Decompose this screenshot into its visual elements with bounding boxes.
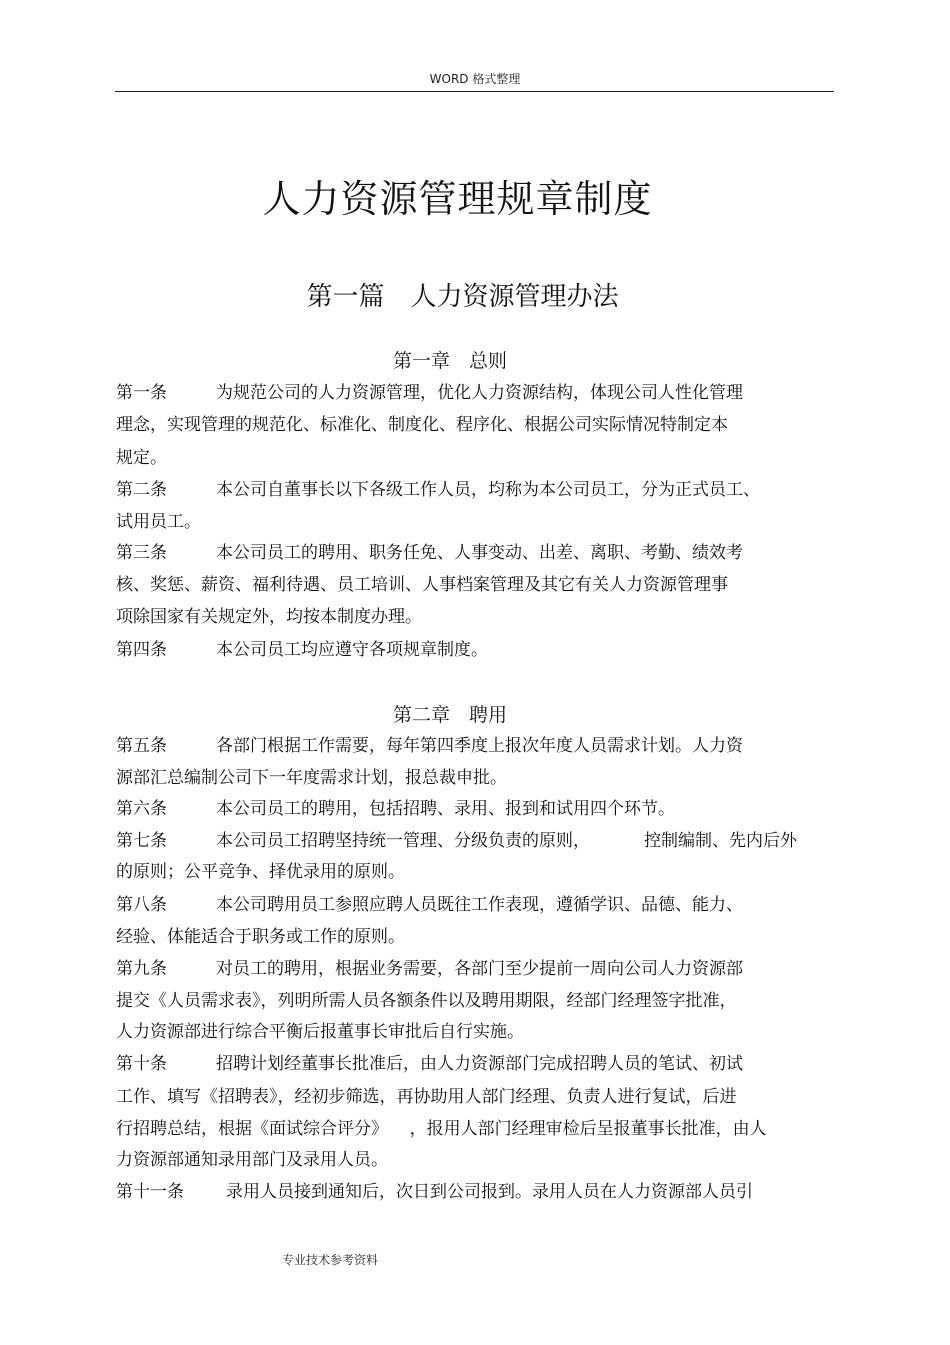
article-line xyxy=(116,480,760,500)
article-line: 经验、体能适合于职务或工作的原则。 xyxy=(116,927,405,947)
article-label: 第九条 xyxy=(116,959,167,979)
article-line xyxy=(116,895,743,915)
article-line xyxy=(116,1182,753,1202)
article-text: 招聘计划经董事长批准后，由人力资源部门完成招聘人员的笔试、初试 xyxy=(216,1054,743,1074)
article-line xyxy=(116,640,488,660)
article-text: 本公司员工的聘用、职务任免、人事变动、出差、离职、考勤、绩效考 xyxy=(216,543,743,563)
article-text: 录用人员接到通知后，次日到公司报到。录用人员在人力资源部人员引 xyxy=(226,1182,753,1202)
article-text: 为规范公司的人力资源管理，优化人力资源结构，体现公司人性化管理 xyxy=(216,383,743,403)
article-line: 核、奖惩、薪资、福利待遇、员工培训、人事档案管理及其它有关人力资源管理事 xyxy=(116,575,728,595)
article-text: 对员工的聘用，根据业务需要，各部门至少提前一周向公司人力资源部 xyxy=(216,959,743,979)
article-line xyxy=(116,383,743,403)
article-text: 本公司员工均应遵守各项规章制度。 xyxy=(216,640,488,660)
page-header: WORD 格式整理 xyxy=(429,72,521,86)
article-line xyxy=(116,799,675,819)
part-title: 第一篇 人力资源管理办法 xyxy=(306,282,619,312)
article-text: 本公司自董事长以下各级工作人员，均称为本公司员工，分为正式员工、 xyxy=(216,480,760,500)
article-line xyxy=(116,543,743,563)
article-line: 力资源部通知录用部门及录用人员。 xyxy=(116,1150,388,1170)
article-line xyxy=(116,1054,743,1074)
article-line: 行招聘总结，根据《面试综合评分》 ，报用人部门经理审检后呈报董事长批准，由人 xyxy=(116,1119,767,1139)
article-line: 的原则；公平竞争、择优录用的原则。 xyxy=(116,862,405,882)
article-text: 各部门根据工作需要，每年第四季度上报次年度人员需求计划。人力资 xyxy=(216,736,743,756)
article-line: 项除国家有关规定外，均按本制度办理。 xyxy=(116,607,422,627)
article-label: 第三条 xyxy=(116,543,167,563)
page-footer: 专业技术参考资料 xyxy=(282,1253,379,1267)
article-label: 第十条 xyxy=(116,1054,167,1074)
article-label: 第六条 xyxy=(116,799,167,819)
article-label: 第四条 xyxy=(116,640,167,660)
article-text: 本公司聘用员工参照应聘人员既往工作表现，遵循学识、品德、能力、 xyxy=(216,895,743,915)
article-line xyxy=(116,831,797,851)
article-label: 第十一条 xyxy=(116,1182,184,1202)
article-line: 理念，实现管理的规范化、标准化、制度化、程序化、根据公司实际情况特制定本 xyxy=(116,415,728,435)
article-line: 规定。 xyxy=(116,448,167,468)
article-line: 工作、填写《招聘表》，经初步筛选，再协助用人部门经理、负责人进行复试，后进 xyxy=(116,1087,737,1107)
chapter-title: 第一章 总则 xyxy=(392,350,507,372)
article-line: 提交《人员需求表》，列明所需人员各额条件以及聘用期限，经部门经理签字批准， xyxy=(116,991,737,1011)
article-line: 试用员工。 xyxy=(116,512,201,532)
article-label: 第八条 xyxy=(116,895,167,915)
article-text: 本公司员工的聘用，包括招聘、录用、报到和试用四个环节。 xyxy=(216,799,675,819)
article-line: 源部汇总编制公司下一年度需求计划，报总裁申批。 xyxy=(116,768,507,788)
article-line xyxy=(116,736,743,756)
chapter-title: 第二章 聘用 xyxy=(392,704,507,726)
document-title: 人力资源管理规章制度 xyxy=(262,177,653,221)
article-label: 第五条 xyxy=(116,736,167,756)
article-label: 第一条 xyxy=(116,383,167,403)
article-text: 本公司员工招聘坚持统一管理、分级负责的原则， 控制编制、先内后外 xyxy=(216,831,798,851)
article-line: 人力资源部进行综合平衡后报董事长审批后自行实施。 xyxy=(116,1022,524,1042)
article-label: 第七条 xyxy=(116,831,167,851)
article-label: 第二条 xyxy=(116,480,167,500)
header-divider xyxy=(115,91,834,92)
article-line xyxy=(116,959,743,979)
